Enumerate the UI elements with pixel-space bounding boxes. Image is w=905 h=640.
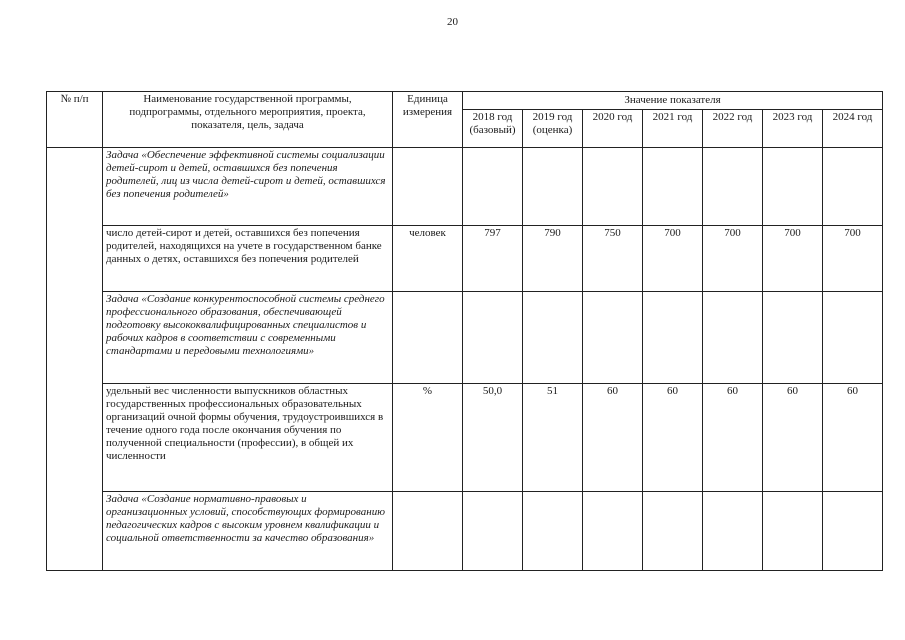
value-cell: 700 xyxy=(763,226,823,292)
unit-cell: человек xyxy=(393,226,463,292)
value-cell: 60 xyxy=(703,384,763,492)
table-row xyxy=(47,292,883,384)
header-number: № п/п xyxy=(47,92,103,148)
value-cell: 700 xyxy=(823,226,883,292)
header-name: Наименование государственной программы, подпрограммы, отдельного мероприятия, проекта, показателя, цель, задача xyxy=(103,92,393,148)
page-number: 20 xyxy=(447,16,458,28)
value-cell: 60 xyxy=(643,384,703,492)
value-cell: 750 xyxy=(583,226,643,292)
value-cell: 790 xyxy=(523,226,583,292)
value-cell: 700 xyxy=(703,226,763,292)
header-year: 2021 год xyxy=(643,110,703,148)
indicators-table xyxy=(46,91,883,571)
header-year: 2018 год (базовый) xyxy=(463,110,523,148)
table-row xyxy=(47,384,883,492)
table-row xyxy=(47,492,883,571)
value-cell: 797 xyxy=(463,226,523,292)
row-number-cell xyxy=(47,148,103,571)
header-year: 2022 год xyxy=(703,110,763,148)
header-year: 2020 год xyxy=(583,110,643,148)
value-cell: 60 xyxy=(763,384,823,492)
value-cell: 50,0 xyxy=(463,384,523,492)
header-year: 2024 год xyxy=(823,110,883,148)
task-cell: Задача «Создание нормативно-правовых и организационных условий, способствующих формированию педагогических кадров с высоким уровнем квалификации и социальной ответственности за качество образования» xyxy=(103,492,393,571)
value-cell: 51 xyxy=(523,384,583,492)
value-cell: 60 xyxy=(823,384,883,492)
indicator-name-cell: число детей-сирот и детей, оставшихся без попечения родителей, находящихся на учете в государственном банке данных о детях, оставшихся без попечения родителей xyxy=(103,226,393,292)
header-year: 2023 год xyxy=(763,110,823,148)
unit-cell: % xyxy=(393,384,463,492)
header-unit: Единица измерения xyxy=(393,92,463,148)
indicator-name-cell: удельный вес численности выпускников областных государственных профессиональных образовательных организаций очной формы обучения, трудоустроившихся в течение одного года после окончания обучения по полученной специальности (профессии), в общей их численности xyxy=(103,384,393,492)
value-cell: 700 xyxy=(643,226,703,292)
value-cell: 60 xyxy=(583,384,643,492)
task-cell: Задача «Создание конкурентоспособной системы среднего профессионального образования, обеспечивающей подготовку высококвалифицированных специалистов и рабочих кадров в соответствии с современными стандартами и передовыми технологиями» xyxy=(103,292,393,384)
header-value-group: Значение показателя xyxy=(463,92,883,110)
table-row xyxy=(47,226,883,292)
table-row xyxy=(47,148,883,226)
task-cell: Задача «Обеспечение эффективной системы социализации детей-сирот и детей, оставшихся без попечения родителей, лиц из числа детей-сирот и детей, оставшихся без попечения родителей» xyxy=(103,148,393,226)
header-year: 2019 год (оценка) xyxy=(523,110,583,148)
